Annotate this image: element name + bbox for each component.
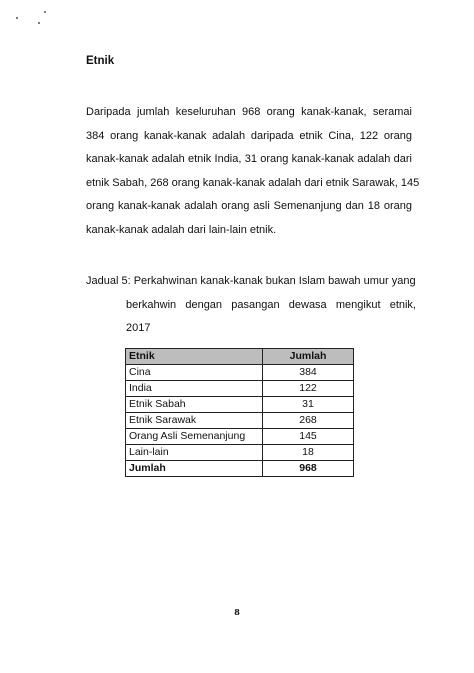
page-number: 8 [234, 607, 240, 617]
paragraph-line: kanak-kanak adalah dari lain-lain etnik. [86, 223, 277, 236]
cell-etnik: Orang Asli Semenanjung [126, 429, 263, 445]
column-header-jumlah: Jumlah [263, 349, 354, 365]
cell-jumlah: 968 [263, 461, 354, 477]
cell-jumlah: 384 [263, 365, 354, 381]
table-total-row [126, 461, 354, 477]
cell-jumlah: 18 [263, 445, 354, 461]
table-row [126, 429, 354, 445]
cell-etnik: Jumlah [126, 461, 263, 477]
scan-speck [44, 11, 46, 13]
paragraph-line: Daripada jumlah keseluruhan 968 orang kanak-kanak, seramai [86, 106, 412, 118]
paragraph-line: orang kanak-kanak adalah orang asli Semenanjung dan 18 orang [86, 200, 412, 212]
scan-speck [16, 17, 18, 19]
table-row [126, 365, 354, 381]
paragraph-line: kanak-kanak adalah etnik India, 31 orang kanak-kanak adalah dari [86, 153, 412, 165]
cell-jumlah: 145 [263, 429, 354, 445]
table-header-row [126, 349, 354, 365]
paragraph-line: etnik Sabah, 268 orang kanak-kanak adalah dari etnik Sarawak, 145 [86, 176, 420, 189]
cell-etnik: Etnik Sarawak [126, 413, 263, 429]
cell-etnik: Cina [126, 365, 263, 381]
table-row [126, 397, 354, 413]
caption-line: Jadual 5: Perkahwinan kanak-kanak bukan Islam bawah umur yang [86, 275, 416, 287]
table-row [126, 413, 354, 429]
ethnicity-table [125, 348, 354, 477]
scan-speck [38, 22, 40, 24]
column-header-etnik: Etnik [126, 349, 263, 365]
section-heading: Etnik [86, 55, 115, 67]
cell-etnik: Lain-lain [126, 445, 263, 461]
cell-etnik: India [126, 381, 263, 397]
body-paragraph [86, 101, 420, 242]
cell-etnik: Etnik Sabah [126, 397, 263, 413]
cell-jumlah: 268 [263, 413, 354, 429]
cell-jumlah: 31 [263, 397, 354, 413]
table-row [126, 381, 354, 397]
caption-line: 2017 [126, 322, 151, 334]
cell-jumlah: 122 [263, 381, 354, 397]
table-caption [86, 270, 416, 341]
table-row [126, 445, 354, 461]
paragraph-line: 384 orang kanak-kanak adalah daripada etnik Cina, 122 orang [86, 129, 412, 142]
caption-line: berkahwin dengan pasangan dewasa mengikut etnik, [126, 298, 416, 311]
